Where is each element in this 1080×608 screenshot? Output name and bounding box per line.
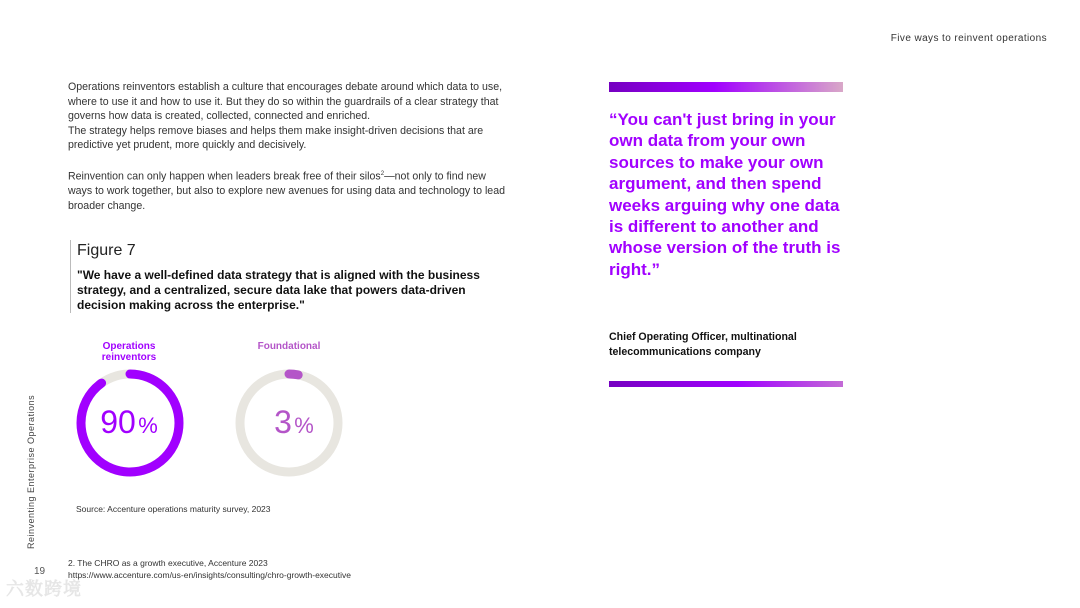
body-paragraph-2-pre: Reinvention can only happen when leaders break free of their silos	[68, 170, 381, 183]
body-paragraph-1b: The strategy helps remove biases and helps them make insight-driven decisions that are predictive yet prudent, more quickly and decisively.	[68, 124, 484, 152]
body-paragraph-1a: Operations reinventors establish a culture that encourages debate around which data to use, where to use it and how to use it. But they do so within the guardrails of a clear strategy that governs how data is created, collected, connected and enriched.	[68, 81, 503, 123]
gauge-unit: %	[138, 413, 158, 438]
pull-quote: “You can't just bring in your own data from your own sources to make your own argument, and then spend weeks arguing why one data is different to another and whose version of the truth is right.”	[609, 110, 841, 279]
watermark-logo: 六数跨境	[6, 579, 82, 599]
figure-source: Source: Accenture operations maturity survey, 2023	[76, 504, 271, 514]
gauge-label-reinventors: Operations reinventors	[101, 341, 157, 363]
body-paragraph-1	[68, 80, 508, 153]
body-paragraph-2	[68, 167, 508, 213]
footnote-link[interactable]: https://www.accenture.com/us-en/insights/consulting/chro-growth-executive	[68, 570, 351, 580]
section-title: Five ways to reinvent operations	[890, 33, 1047, 44]
gauge-label-foundational: Foundational	[257, 341, 321, 352]
figure-header	[70, 240, 507, 313]
footnote-line-1: 2. The CHRO as a growth executive, Accenture 2023	[68, 558, 268, 568]
body-paragraph-2-post: —not only to find new ways to work together, but also to explore new avenues for using data and technology to lead broader change.	[68, 170, 505, 212]
gauge-value: 90	[100, 404, 136, 440]
quote-attribution: Chief Operating Officer, multinational telecommunications company	[609, 331, 797, 358]
sidebar-label: Reinventing Enterprise Operations	[26, 394, 36, 549]
footnote-ref[interactable]: 2	[380, 171, 385, 177]
page-number: 19	[34, 566, 46, 577]
gauge-value: 3	[274, 404, 292, 440]
gauge-reinventors	[73, 366, 187, 480]
figure-quote: "We have a well-defined data strategy that is aligned with the business strategy, and a centralized, secure data lake that powers data-driven decision making across the enterprise."	[77, 268, 480, 312]
gauge-unit: %	[294, 413, 314, 438]
quote-bottom-bar	[609, 381, 843, 387]
quote-top-bar	[609, 82, 843, 92]
footnote	[68, 557, 351, 581]
gauge-foundational	[232, 366, 346, 480]
figure-title: Figure 7	[77, 242, 136, 259]
